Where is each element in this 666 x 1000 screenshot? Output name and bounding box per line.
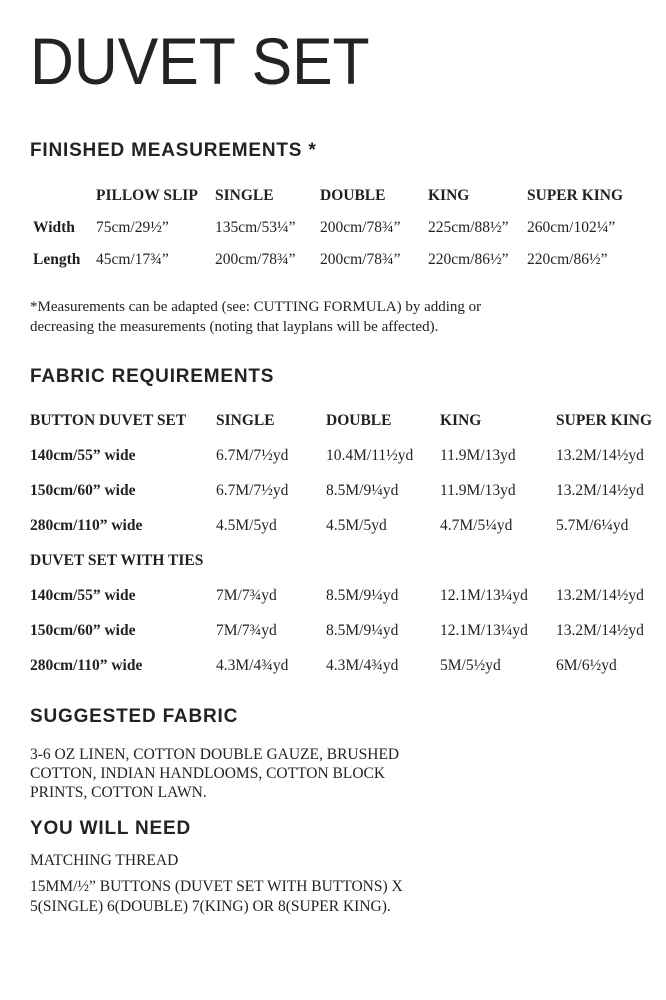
suggested-fabric-line: PRINTS, COTTON LAWN.: [30, 784, 207, 801]
suggested-fabric-text: [30, 745, 399, 802]
table-cell: 8.5M/9¼yd: [326, 482, 399, 499]
table-header-cell: SUPER KING: [556, 412, 653, 429]
fabric-requirements-table: [30, 412, 652, 674]
table-cell: 13.2M/14½yd: [556, 587, 644, 604]
table-cell: 225cm/88½”: [428, 219, 509, 236]
finished-measurements-table: [33, 187, 623, 268]
table-cell: 13.2M/14½yd: [556, 482, 644, 499]
row-label: 140cm/55” wide: [30, 447, 136, 464]
table-cell: 75cm/29½”: [96, 219, 169, 236]
row-label: 140cm/55” wide: [30, 587, 136, 604]
table-cell: 45cm/17¾”: [96, 251, 169, 268]
table-cell: 4.3M/4¾yd: [216, 657, 289, 674]
row-label: 150cm/60” wide: [30, 482, 136, 499]
table-section-label: BUTTON DUVET SET: [30, 412, 187, 429]
row-label: Width: [33, 219, 75, 236]
table-cell: 5M/5½yd: [440, 657, 501, 674]
table-cell: 135cm/53¼”: [215, 219, 296, 236]
table-cell: 6.7M/7½yd: [216, 447, 289, 464]
table-cell: 220cm/86½”: [428, 251, 509, 268]
finished-measurements-heading: FINISHED MEASUREMENTS *: [30, 140, 317, 161]
you-will-need-buttons: [30, 877, 403, 917]
suggested-fabric-heading: SUGGESTED FABRIC: [30, 706, 239, 727]
table-header-cell: SUPER KING: [527, 187, 624, 204]
table-cell: 8.5M/9¼yd: [326, 622, 399, 639]
table-cell: 4.5M/5yd: [326, 517, 387, 534]
table-cell: 11.9M/13yd: [440, 482, 516, 499]
table-cell: 13.2M/14½yd: [556, 622, 644, 639]
table-cell: 12.1M/13¼yd: [440, 622, 528, 639]
table-cell: 6M/6½yd: [556, 657, 617, 674]
row-label: 150cm/60” wide: [30, 622, 136, 639]
table-section-label: DUVET SET WITH TIES: [30, 552, 204, 569]
table-cell: 4.5M/5yd: [216, 517, 277, 534]
table-cell: 200cm/78¾”: [320, 219, 401, 236]
row-label: 280cm/110” wide: [30, 657, 143, 674]
table-cell: 7M/7¾yd: [216, 587, 277, 604]
table-header-cell: KING: [428, 187, 470, 204]
table-header-cell: KING: [440, 412, 482, 429]
table-cell: 6.7M/7½yd: [216, 482, 289, 499]
table-cell: 10.4M/11½yd: [326, 447, 414, 464]
table-header-cell: PILLOW SLIP: [96, 187, 198, 204]
table-cell: 11.9M/13yd: [440, 447, 516, 464]
table-header-cell: DOUBLE: [320, 187, 386, 204]
table-cell: 220cm/86½”: [527, 251, 608, 268]
table-cell: 13.2M/14½yd: [556, 447, 644, 464]
table-cell: 12.1M/13¼yd: [440, 587, 528, 604]
table-cell: 200cm/78¾”: [215, 251, 296, 268]
you-will-need-thread: MATCHING THREAD: [30, 852, 179, 869]
table-cell: 8.5M/9¼yd: [326, 587, 399, 604]
table-header-cell: DOUBLE: [326, 412, 392, 429]
footnote-line: *Measurements can be adapted (see: CUTTING FORMULA) by adding or: [30, 299, 482, 315]
table-cell: 200cm/78¾”: [320, 251, 401, 268]
fabric-requirements-heading: FABRIC REQUIREMENTS: [30, 366, 275, 387]
table-cell: 5.7M/6¼yd: [556, 517, 629, 534]
table-cell: 4.3M/4¾yd: [326, 657, 399, 674]
row-label: Length: [33, 251, 81, 268]
table-cell: 4.7M/5¼yd: [440, 517, 513, 534]
you-will-need-buttons-line: 5(SINGLE) 6(DOUBLE) 7(KING) OR 8(SUPER KING).: [30, 898, 391, 915]
you-will-need-heading: YOU WILL NEED: [30, 818, 191, 839]
table-header-cell: [33, 187, 96, 204]
table-cell: 7M/7¾yd: [216, 622, 277, 639]
table-header-cell: SINGLE: [216, 412, 275, 429]
measurements-footnote: [30, 297, 481, 337]
page-title: DUVET SET: [30, 24, 370, 98]
table-header-cell: SINGLE: [215, 187, 274, 204]
table-cell: 260cm/102¼”: [527, 219, 616, 236]
footnote-line: decreasing the measurements (noting that layplans will be affected).: [30, 319, 439, 335]
you-will-need-buttons-line: 15MM/½” BUTTONS (DUVET SET WITH BUTTONS) X: [30, 878, 403, 895]
row-label: 280cm/110” wide: [30, 517, 143, 534]
suggested-fabric-line: COTTON, INDIAN HANDLOOMS, COTTON BLOCK: [30, 765, 386, 782]
suggested-fabric-line: 3-6 OZ LINEN, COTTON DOUBLE GAUZE, BRUSHED: [30, 746, 400, 763]
